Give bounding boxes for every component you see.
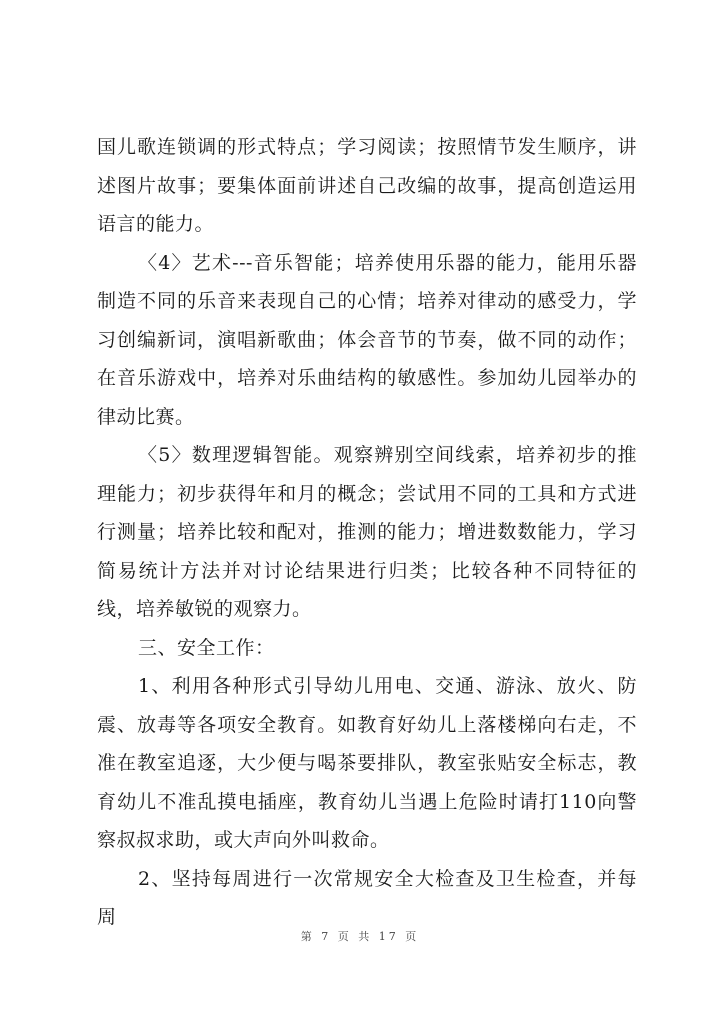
paragraph-language-continued: 国儿歌连锁调的形式特点；学习阅读；按照情节发生顺序，讲述图片故事；要集体面前讲述自己改编的故事，提高创造运用语言的能力。 bbox=[97, 136, 637, 235]
document-body bbox=[97, 128, 637, 937]
paragraph-art-music: 〈4〉艺术---音乐智能；培养使用乐器的能力，能用乐器制造不同的乐音来表现自己的心情；培养对律动的感受力，学习创编新词，演唱新歌曲；体会音节的节奏，做不同的动作；在音乐游戏中，培养对乐曲结构的敏感性。参加幼儿园举办的律动比赛。 bbox=[97, 251, 637, 428]
paragraph-safety-item-1: 1、利用各种形式引导幼儿用电、交通、游泳、放火、防震、放毒等各项安全教育。如教育好幼儿上落楼梯向右走，不准在教室追逐，大少便与喝茶要排队，教室张贴安全标志，教育幼儿不准乱摸电插座，教育幼儿当遇上危险时请打110向警察叔叔求助，或大声向外叫救命。 bbox=[97, 675, 637, 851]
section-heading-safety: 三、安全工作： bbox=[138, 636, 275, 659]
paragraph-safety-item-2: 2、坚持每周进行一次常规安全大检查及卫生检查，并每周 bbox=[97, 867, 637, 928]
page-number-footer: 第 7 页 共 17 页 bbox=[300, 930, 420, 943]
paragraph-math-logic: 〈5〉数理逻辑智能。观察辨别空间线索，培养初步的推理能力；初步获得年和月的概念；尝试用不同的工具和方式进行测量；培养比较和配对，推测的能力；增进数数能力，学习简易统计方法并对讨论结果进行归类；比较各种不同特征的线，培养敏锐的观察力。 bbox=[97, 444, 637, 620]
